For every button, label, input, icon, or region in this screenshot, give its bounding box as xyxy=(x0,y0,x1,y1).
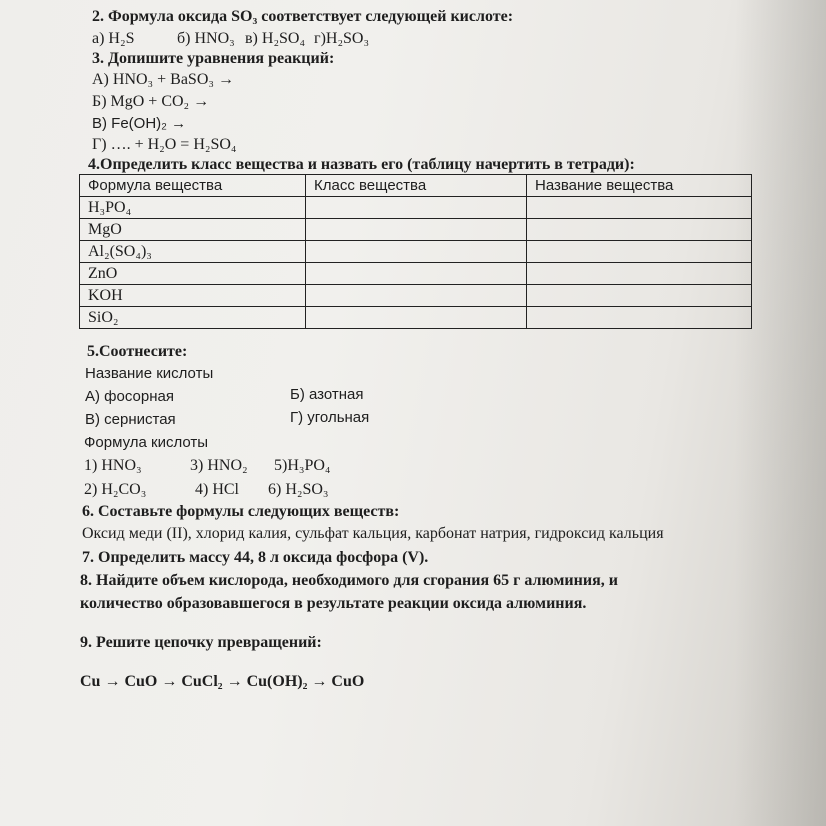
table-row xyxy=(80,285,752,307)
name-cell xyxy=(527,241,752,263)
header-name: Название вещества xyxy=(527,175,752,197)
q2-option-v: в) H₂SO₄ xyxy=(245,30,306,47)
formula-cell: SiO₂ xyxy=(80,307,306,329)
q4-title: 4.Определить класс вещества и назвать его (таблицу начертить в тетради): xyxy=(88,156,635,173)
name-cell xyxy=(527,285,752,307)
q5-formula-6: 6) H₂SO₃ xyxy=(268,481,329,498)
class-cell xyxy=(306,197,527,219)
formula-cell: KOH xyxy=(80,285,306,307)
q2-option-a: а) H₂S xyxy=(92,30,135,47)
header-class: Класс вещества xyxy=(306,175,527,197)
q3-item-g: Г) …. + H₂O = H₂SO₄ xyxy=(92,136,237,153)
formula-cell: ZnO xyxy=(80,263,306,285)
table-row xyxy=(80,197,752,219)
table-row xyxy=(80,307,752,329)
formula-cell: H₃PO₄ xyxy=(80,197,306,219)
table-row xyxy=(80,241,752,263)
q5-name-g: Г) угольная xyxy=(290,409,370,426)
name-cell xyxy=(527,197,752,219)
substance-table xyxy=(79,174,752,329)
q6-text: Оксид меди (II), хлорид калия, сульфат кальция, карбонат натрия, гидроксид кальция xyxy=(82,525,664,542)
q5-formula-5: 5)H₃PO₄ xyxy=(274,457,331,474)
q5-name-b: Б) азотная xyxy=(290,386,364,403)
q5-formula-2: 2) H₂CO₃ xyxy=(84,481,147,498)
q5-formula-label: Формула кислоты xyxy=(84,434,209,451)
table-row xyxy=(80,263,752,285)
q3-title: 3. Допишите уравнения реакций: xyxy=(92,50,335,67)
class-cell xyxy=(306,285,527,307)
q3-item-b: Б) MgO + CO₂ → xyxy=(92,93,210,110)
q5-formula-4: 4) HCl xyxy=(195,481,239,498)
name-cell xyxy=(527,219,752,241)
q5-name-v: В) сернистая xyxy=(85,411,176,428)
q2-option-g: г)H₂SO₃ xyxy=(314,30,370,47)
page-edge-shadow xyxy=(735,0,826,826)
class-cell xyxy=(306,307,527,329)
header-formula: Формула вещества xyxy=(80,175,306,197)
q2-title: 2. Формула оксида SO₃ соответствует следующей кислоте: xyxy=(92,8,514,25)
q5-name-a: А) фосорная xyxy=(85,388,174,405)
q9-title: 9. Решите цепочку превращений: xyxy=(80,634,322,651)
q5-formula-3: 3) HNO₂ xyxy=(190,457,248,474)
q3-item-v: В) Fe(OH)₂ → xyxy=(92,115,187,132)
formula-cell: Al₂(SO₄)₃ xyxy=(80,241,306,263)
class-cell xyxy=(306,219,527,241)
q9-chain: Cu → CuO → CuCl₂ → Cu(OH)₂ → CuO xyxy=(80,673,365,690)
q8-line1: 8. Найдите объем кислорода, необходимого для сгорания 65 г алюминия, и xyxy=(80,572,618,589)
class-cell xyxy=(306,241,527,263)
table-header-row xyxy=(80,175,752,197)
q7-title: 7. Определить массу 44, 8 л оксида фосфора (V). xyxy=(82,549,429,566)
formula-cell: MgO xyxy=(80,219,306,241)
q5-formula-1: 1) HNO₃ xyxy=(84,457,142,474)
class-cell xyxy=(306,263,527,285)
q3-item-a: А) HNO₃ + BaSO₃ → xyxy=(92,71,234,88)
q5-acid-name-label: Название кислоты xyxy=(85,365,214,382)
name-cell xyxy=(527,307,752,329)
name-cell xyxy=(527,263,752,285)
q8-line2: количество образовавшегося в результате реакции оксида алюминия. xyxy=(80,595,587,612)
q5-title: 5.Соотнесите: xyxy=(87,343,188,360)
q2-option-b: б) HNO₃ xyxy=(177,30,235,47)
table-row xyxy=(80,219,752,241)
q6-title: 6. Составьте формулы следующих веществ: xyxy=(82,503,400,520)
